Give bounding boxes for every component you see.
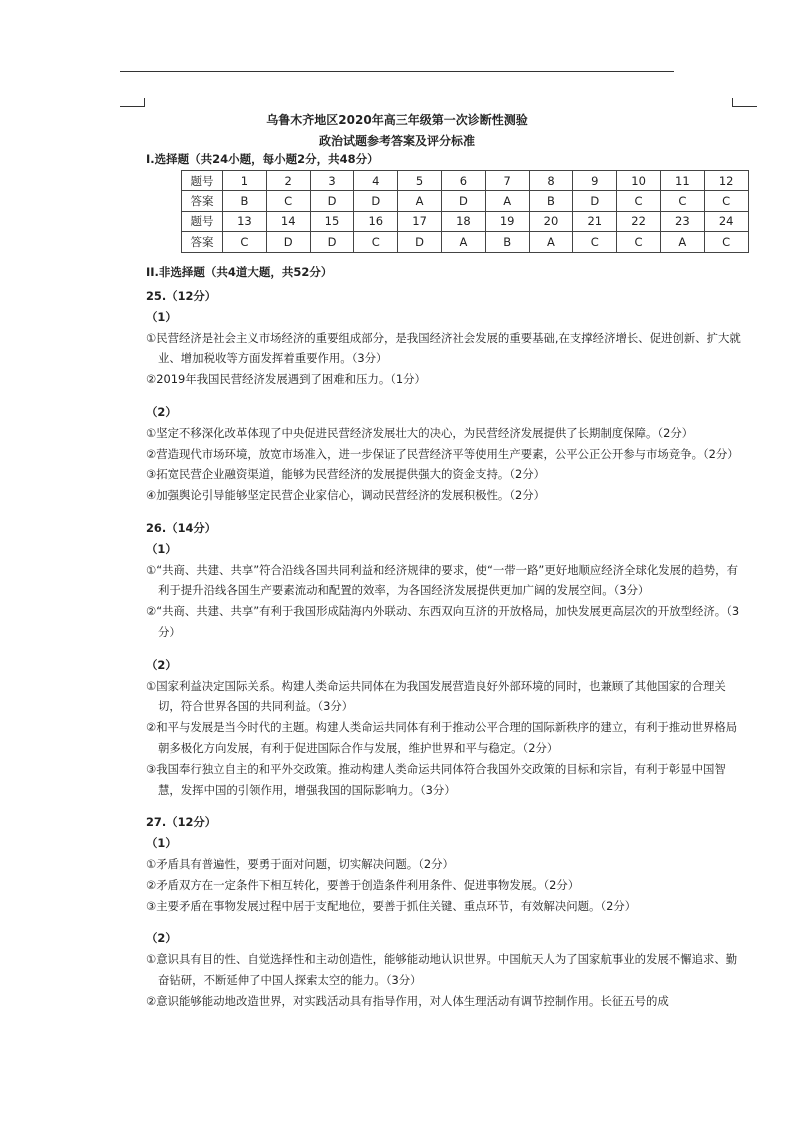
table-cell: 2 bbox=[266, 171, 310, 191]
answer-item: ②和平与发展是当今时代的主题。构建人类命运共同体有利于推动公平合理的国际新秩序的建立，有利于推动世界格局朝多极化方向发展，有利于促进国际合作与发展，维护世界和平与稳定。（2分） bbox=[146, 720, 738, 755]
table-cell: 3 bbox=[310, 171, 354, 191]
table-cell: C bbox=[617, 191, 661, 211]
document-title: 乌鲁木齐地区2020年高三年级第一次诊断性测验 bbox=[266, 113, 528, 127]
question-title: 27.（12分） bbox=[146, 815, 217, 830]
table-cell: C bbox=[704, 191, 748, 211]
table-cell: 5 bbox=[398, 171, 442, 191]
table-cell: 19 bbox=[485, 211, 529, 231]
table-cell: A bbox=[529, 232, 573, 252]
table-cell: 22 bbox=[617, 211, 661, 231]
answer-item: ④加强舆论引导能够坚定民营企业家信心，调动民营经济的发展积极性。（2分） bbox=[146, 488, 546, 503]
spacer bbox=[146, 506, 746, 518]
table-cell: D bbox=[310, 232, 354, 252]
table-cell: 17 bbox=[398, 211, 442, 231]
answer-item: ①意识具有目的性、自觉选择性和主动创造性，能够能动地认识世界。中国航天人为了国家航事业的发展不懈追求、勤奋钻研，不断延伸了中国人探索太空的能力。（3分） bbox=[146, 952, 738, 987]
table-cell: C bbox=[354, 232, 398, 252]
part-label: （1） bbox=[146, 541, 177, 556]
spacer bbox=[146, 643, 746, 655]
part-label: （1） bbox=[146, 836, 177, 851]
table-cell: 10 bbox=[617, 171, 661, 191]
table-cell: 21 bbox=[573, 211, 617, 231]
answer-item: ①“共商、共建、共享”符合沿线各国共同利益和经济规律的要求，使“一带一路”更好地顺应经济全球化发展的趋势，有利于提升沿线各国生产要素流动和配置的效率，为各国经济发展提供更加广阔的发展空间。（3分） bbox=[146, 562, 738, 598]
answer-item: ①国家利益决定国际关系。构建人类命运共同体在为我国发展营造良好外部环境的同时，也兼顾了其他国家的合理关切，符合世界各国的共同利益。（3分） bbox=[146, 678, 726, 714]
table-cell: 14 bbox=[266, 211, 310, 231]
spacer bbox=[146, 916, 746, 928]
answer-item: ③拓宽民营企业融资渠道，能够为民营经济的发展提供强大的资金支持。（2分） bbox=[146, 467, 546, 482]
table-cell: 8 bbox=[529, 171, 573, 191]
section1-heading: I.选择题（共24小题，每小题2分，共48分） bbox=[146, 152, 379, 166]
table-cell: 15 bbox=[310, 211, 354, 231]
answer-table bbox=[181, 170, 749, 253]
row-label: 题号 bbox=[182, 211, 223, 231]
table-cell: 20 bbox=[529, 211, 573, 231]
answer-item: ②意识能够能动地改造世界，对实践活动具有指导作用，对人体生理活动有调节控制作用。长征五号的成 bbox=[146, 993, 669, 1008]
row-label: 答案 bbox=[182, 191, 223, 211]
table-cell: 18 bbox=[441, 211, 485, 231]
table-cell: 1 bbox=[223, 171, 267, 191]
table-cell: B bbox=[529, 191, 573, 211]
answer-item: ②矛盾双方在一定条件下相互转化，要善于创造条件利用条件、促进事物发展。（2分） bbox=[146, 877, 580, 892]
top-rule bbox=[120, 71, 674, 72]
table-row bbox=[182, 171, 749, 191]
document-subtitle: 政治试题参考答案及评分标准 bbox=[318, 134, 475, 148]
table-row bbox=[182, 191, 749, 211]
table-cell: D bbox=[354, 191, 398, 211]
part-label: （2） bbox=[146, 657, 177, 672]
table-cell: 9 bbox=[573, 171, 617, 191]
table-cell: C bbox=[704, 232, 748, 252]
table-cell: 23 bbox=[660, 211, 704, 231]
table-cell: D bbox=[310, 191, 354, 211]
answer-item: ①矛盾具有普遍性，要勇于面对问题，切实解决问题。（2分） bbox=[146, 856, 454, 871]
table-cell: 13 bbox=[223, 211, 267, 231]
question-title: 26.（14分） bbox=[146, 520, 217, 535]
spacer bbox=[146, 800, 746, 812]
part-label: （2） bbox=[146, 404, 177, 419]
section2-heading: II.非选择题（共4道大题，共52分） bbox=[146, 265, 333, 279]
table-cell: D bbox=[398, 232, 442, 252]
table-cell: D bbox=[441, 191, 485, 211]
table-cell: C bbox=[660, 191, 704, 211]
spacer bbox=[146, 390, 746, 402]
table-cell: 16 bbox=[354, 211, 398, 231]
table-cell: B bbox=[485, 232, 529, 252]
answer-item: ②2019年我国民营经济发展遇到了困难和压力。（1分） bbox=[146, 372, 426, 387]
answer-item: ①坚定不移深化改革体现了中央促进民营经济发展壮大的决心，为民营经济发展提供了长期制度保障。（2分） bbox=[146, 425, 694, 440]
table-cell: 6 bbox=[441, 171, 485, 191]
table-cell: 12 bbox=[704, 171, 748, 191]
table-cell: A bbox=[660, 232, 704, 252]
part-label: （2） bbox=[146, 931, 177, 946]
table-cell: B bbox=[223, 191, 267, 211]
table-cell: C bbox=[266, 191, 310, 211]
corner-mark-left bbox=[120, 98, 145, 107]
table-cell: D bbox=[266, 232, 310, 252]
table-cell: 7 bbox=[485, 171, 529, 191]
table-cell: 11 bbox=[660, 171, 704, 191]
row-label: 题号 bbox=[182, 171, 223, 191]
table-row bbox=[182, 211, 749, 231]
answers-content bbox=[146, 286, 746, 1012]
table-cell: A bbox=[485, 191, 529, 211]
answer-item: ②“共商、共建、共享”有利于我国形成陆海内外联动、东西双向互济的开放格局，加快发展更高层次的开放型经济。（3分） bbox=[146, 604, 740, 639]
question-title: 25.（12分） bbox=[146, 289, 217, 303]
table-cell: D bbox=[573, 191, 617, 211]
part-label: （1） bbox=[146, 309, 177, 324]
answer-item: ①民营经济是社会主义市场经济的重要组成部分，是我国经济社会发展的重要基础,在支撑经济增长、促进创新、扩大就业、增加税收等方面发挥着重要作用。（3分） bbox=[146, 330, 741, 366]
answer-item: ③我国奉行独立自主的和平外交政策。推动构建人类命运共同体符合我国外交政策的目标和宗旨，有利于彰显中国智慧，发挥中国的引领作用，增强我国的国际影响力。（3分） bbox=[146, 761, 726, 797]
table-cell: C bbox=[223, 232, 267, 252]
corner-mark-right bbox=[732, 98, 757, 107]
table-cell: C bbox=[617, 232, 661, 252]
table-cell: C bbox=[573, 232, 617, 252]
table-cell: 4 bbox=[354, 171, 398, 191]
answer-item: ③主要矛盾在事物发展过程中居于支配地位，要善于抓住关键、重点环节，有效解决问题。（2分） bbox=[146, 898, 637, 913]
table-cell: A bbox=[441, 232, 485, 252]
row-label: 答案 bbox=[182, 232, 223, 252]
answer-item: ②营造现代市场环境，放宽市场准入，进一步保证了民营经济平等使用生产要素，公平公正公开参与市场竞争。（2分） bbox=[146, 446, 739, 461]
table-cell: 24 bbox=[704, 211, 748, 231]
table-cell: A bbox=[398, 191, 442, 211]
table-row bbox=[182, 232, 749, 252]
